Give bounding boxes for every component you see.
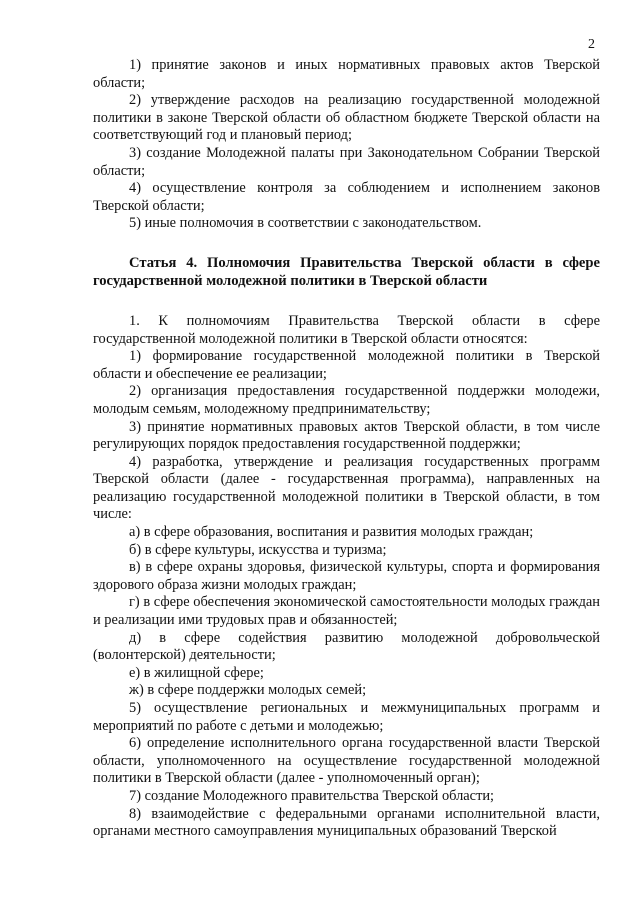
article-intro: 1. К полномочиям Правительства Тверской области в сфере государственной молодежной политики в Тверской области относятся: (93, 312, 600, 347)
sub-item-a: а) в сфере образования, воспитания и развития молодых граждан; (129, 524, 534, 541)
list-item-8: 8) взаимодействие с федеральными органами исполнительной власти, органами местного самоуправления муниципальных образований Тверской (93, 805, 600, 840)
sub-item-v: в) в сфере охраны здоровья, физической культуры, спорта и формирования здорового образа жизни молодых граждан; (93, 559, 600, 593)
sub-item-d: д) в сфере содействия развитию молодежной добровольческой (волонтерской) деятельности; (93, 629, 600, 664)
list-item-5: 5) осуществление региональных и межмуниципальных программ и мероприятий по работе с детьми и молодежью; (93, 700, 600, 734)
list-item-6: 6) определение исполнительного органа государственной власти Тверской области, уполномоченного на осуществление государственной молодежной политики в Тверской области (далее - уполномоченный орган); (93, 735, 600, 787)
article-heading: Статья 4. Полномочия Правительства Тверской области в сфере государственной молодежной политики в Тверской области (93, 254, 600, 289)
page-number: 2 (588, 37, 595, 52)
sub-item-e: е) в жилищной сфере; (129, 664, 264, 681)
sub-item-zh: ж) в сфере поддержки молодых семей; (129, 682, 367, 699)
list-item-2: 2) организация предоставления государственной поддержки молодежи, молодым семьям, молодежному предпринимательству; (93, 383, 600, 417)
sub-item-g: г) в сфере обеспечения экономической самостоятельности молодых граждан и реализации ими трудовых прав и обязанностей; (93, 594, 600, 629)
list-item-7: 7) создание Молодежного правительства Тверской области; (129, 787, 495, 804)
sub-item-b: б) в сфере культуры, искусства и туризма; (129, 541, 387, 558)
list-item-youth-chamber: 3) создание Молодежной палаты при Законодательном Собрании Тверской области; (93, 144, 600, 179)
list-item-3: 3) принятие нормативных правовых актов Тверской области, в том числе регулирующих порядок предоставления государственной поддержки; (93, 418, 600, 453)
list-item-control: 4) осуществление контроля за соблюдением и исполнением законов Тверской области; (93, 180, 600, 214)
document-body (93, 57, 600, 841)
list-item-4: 4) разработка, утверждение и реализация государственных программ Тверской области (далее - государственная программа), направленных на реализацию государственной молодежной политики в Тверской области, в том числе: (93, 453, 600, 523)
list-item-laws: 1) принятие законов и иных нормативных правовых актов Тверской области; (93, 57, 600, 91)
list-item-other-powers: 5) иные полномочия в соответствии с законодательством. (129, 215, 482, 232)
list-item-budget: 2) утверждение расходов на реализацию государственной молодежной политики в законе Тверской области об областном бюджете Тверской области на соответствующий год и плановый период; (93, 92, 600, 144)
list-item-1: 1) формирование государственной молодежной политики в Тверской области и обеспечение ее реализации; (93, 348, 600, 382)
